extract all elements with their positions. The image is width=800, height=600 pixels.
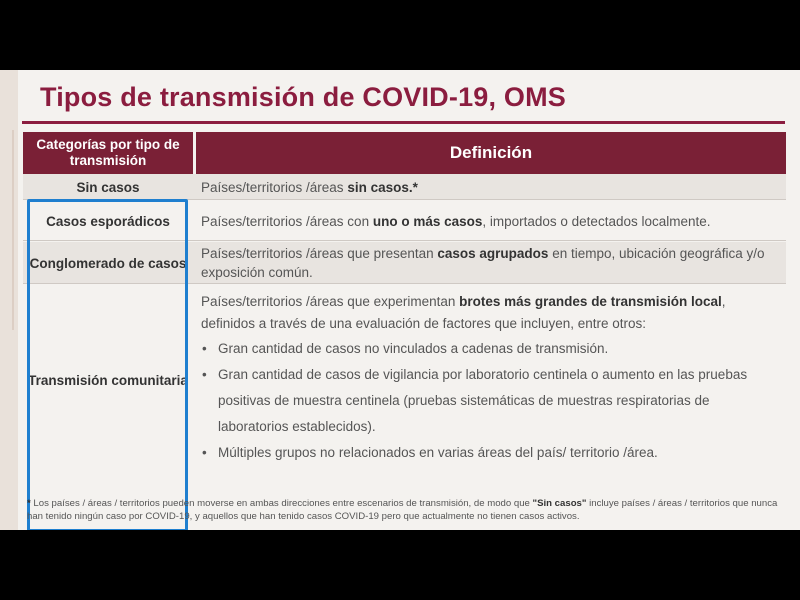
- title-underline: [22, 121, 785, 124]
- footnote: * Los países / áreas / territorios pueden moverse en ambas direcciones entre escenarios de transmisión, de modo que "Sin casos" incluye países / áreas / territorios que nunca han tenido ningún caso por COVID-19, y aquellos que han tenido casos COVID-19 pero que actualmente no tienen casos activos.: [27, 498, 778, 522]
- category-cell: Transmisión comunitaria: [28, 372, 188, 388]
- highlight-box: [27, 199, 188, 530]
- definition-cell: Países/territorios /áreas con uno o más casos, importados o detectados localmente.: [201, 213, 711, 229]
- slide: [0, 70, 800, 530]
- list-item: • Gran cantidad de casos no vinculados a cadenas de transmisión.: [201, 336, 780, 362]
- header-definition: Definición: [196, 132, 786, 174]
- side-decoration: [0, 70, 18, 530]
- category-cell: Sin casos: [76, 179, 140, 195]
- definition-cell: Países/territorios /áreas sin casos.*: [201, 179, 418, 195]
- list-item: • Múltiples grupos no relacionados en varias áreas del país/ territorio /área.: [201, 440, 780, 466]
- definition-paragraph: Países/territorios /áreas que experimentan brotes más grandes de transmisión local, definidos a través de una evaluación de factores que incluyen, entre otros:: [201, 294, 726, 331]
- category-cell: Casos esporádicos: [46, 213, 170, 229]
- table-row-sin-casos: [23, 174, 786, 200]
- definition-cell: [201, 285, 780, 475]
- slide-title: Tipos de transmisión de COVID-19, OMS: [40, 82, 567, 112]
- criteria-list: [201, 336, 780, 466]
- definition-cell: Países/territorios /áreas que presentan casos agrupados en tiempo, ubicación geográfica y/o exposición común.: [201, 246, 765, 280]
- list-item: • Gran cantidad de casos de vigilancia por laboratorio centinela o aumento en las pruebas positivas de muestra centinela (pruebas sistemáticas de muestras respiratorias de laboratorios establecidos).: [201, 362, 780, 440]
- category-cell: Conglomerado de casos: [29, 255, 187, 271]
- header-category: Categorías por tipo de transmisión: [23, 132, 193, 174]
